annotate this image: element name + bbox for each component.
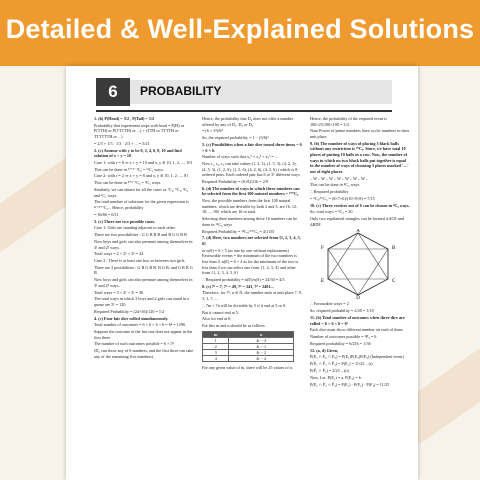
- solution-line: So, total ways = ⁶C₃ = 20: [310, 209, 353, 215]
- solution-line: This can be done in ⁸⁺²⁻¹C₂ = ⁹C₁ ways.: [94, 180, 162, 186]
- solution-line: P(E₁ ∩ F̄₂ ∩ F̄₃) = P(E₁) = 11/25 ...(i): [310, 361, 373, 367]
- solution-line: (D₄ can show any of 6 numbers, and the first three can take any of the remaining five numbers): [94, 348, 194, 359]
- solution-line: So, required probability = 2/20 = 1/10: [310, 308, 374, 314]
- solution-line: 12. (a, d) Given,: [310, 347, 339, 353]
- solution-line: Case 1: Girls are standing adjacent to each other.: [94, 225, 176, 231]
- solution-line: P(F̄₁ ∩ F̄₂) = 2/25 ...(ii): [310, 368, 350, 373]
- solution-line: Number of outcomes possible = ⁶P₃ = 6: [310, 334, 377, 340]
- solution-line: Total number of outcomes = 6 × 6 × 6 × 6 = 6⁴ = 1296: [94, 322, 186, 328]
- solution-line: Now boys and girls can also permute among themselves in 3! and 2! ways.: [94, 277, 193, 288]
- solution-line: Note Power of prime numbers have cyclic numbers in their unit place.: [310, 128, 410, 139]
- solution-line: = ⁸C₃/¹⁰C₃ = (8×7×6)/(10×9×8) = 7/15: [310, 195, 375, 201]
- solution-line: Now, Let, P(E₁) = a, P(E₂) = b: [310, 374, 361, 380]
- hexagon-diagram: [310, 229, 406, 299]
- vertex-label: C: [392, 279, 396, 285]
- solution-line: 1. (b) P(Head) = 3/2 , P(Tail) = 1/2: [94, 116, 155, 121]
- solution-line: 4. (c) Four fair dice rolled simultaneously.: [94, 315, 169, 321]
- solution-line: 3. (c) There are two possible cases.: [94, 218, 156, 224]
- solution-line: 10. (c) Three vertices out of 6 can be chosen in ⁶C₃ ways.: [310, 202, 410, 208]
- solution-line: Case 1: with r = 0 ⇒ x + y = 10 and x, y ∈ {0, 1, 2, ..., 10}: [94, 159, 193, 165]
- solutions-column-1: [94, 116, 194, 361]
- solution-line: Required Probability = ¹⁶C₃/¹⁰⁰C₃ = 4/1155: [202, 228, 275, 234]
- table-cell: 4r − 1: [229, 343, 294, 349]
- solution-line: = 36/66 = 6/11: [94, 211, 119, 217]
- solution-line: or n(S) = 6 × 5 (as one by one without replacement) Favourable events = the minimum of the two numbers is less than 4. n(E) = 6 × 4 as for the minimum of the two is less than 4 we can select one from {1, 2, 3, 4} and other from {1, 2, 3, 4, 5, 6}: [202, 247, 299, 276]
- solution-line: Therefore, for 7ⁿ, n ∈ N, the number ends at unit place 7, 9, 3, 1, 7, ...: [202, 290, 303, 302]
- solution-line: The total ways in which 3 boys and 2 girls can stand in a queue are 5! = 120: [94, 296, 190, 307]
- solution-line: So, the required probability = 1 − (5/6)³: [202, 135, 269, 141]
- solution-line: Required Probability = (6×8)/216 = 2/9: [202, 179, 269, 185]
- solution-line: The total number of solutions for the given expression is ¹¹⁺⁹⁺⁷C₁... Hence, probability: [94, 199, 189, 210]
- solution-line: For any given value of m, there will be 25 values of n.: [202, 364, 293, 370]
- solution-line: Selecting three numbers among these 16 numbers can be done in ¹⁶C₃ ways: [202, 216, 298, 227]
- solution-line: Also for end at 0:: [202, 316, 232, 322]
- solution-line: Now, the possible numbers from the first 100 natural numbers, which are divisible by both 2 and 3, are {6, 12, 18, ..., 96} which are 16 in total.: [202, 198, 298, 215]
- solution-line: ∴ 7m + 7n will be divisible by 5 if it end at 5 or 0.: [202, 302, 287, 308]
- solution-line: This can be done in ¹⁰⁺²⁻¹C₂ = ¹¹C₁ ways.: [94, 166, 164, 172]
- vertex-label: B: [392, 246, 396, 252]
- solution-line: 6. (d) The number of ways in which three numbers can be selected from the first 100 natural numbers = ¹⁰⁰C₃: [202, 185, 300, 197]
- table-cell: 4r − 3: [229, 337, 294, 343]
- table-cell: 2: [203, 343, 229, 349]
- solution-line: ∴ Required probability: [310, 189, 349, 195]
- solution-line: 8. (c) 7¹ = 7, 7² = 49, 7³ = 343, 7⁴ = 2401...: [202, 283, 274, 289]
- solution-line: Required Probability = (24+36)/120 = 1/2: [94, 308, 165, 314]
- m-n-table: [202, 331, 294, 362]
- banner-title: Detailed & Well-Explained Solutions: [5, 14, 475, 44]
- solution-line: P(E₁ ∩ F̄₂ ∩ F̄₃) = P(E₁) · P(F₂) · P(F₃) = 11/25: [310, 381, 390, 387]
- solution-line: 2. (c) Assume with y to be 0, 2, 4, 6, 8, 10 and find solution of x + y = 10: [94, 147, 182, 159]
- solution-line: There are 3 possibilities : G B G B B, B G B, and G B B G B: [94, 264, 193, 276]
- solution-line: Each dice must show different number on each of them: [310, 327, 403, 333]
- vertex-label: F: [321, 246, 324, 252]
- table-cell: 4r − 2: [229, 349, 294, 355]
- solution-line: Similarly, we can obtain for all the cases as ⁷C₁, ⁵C₁, ³C₁ and ¹C₁ ways.: [94, 187, 189, 198]
- solution-line: But it cannot end at 5.: [202, 309, 239, 315]
- solutions-column-2: [202, 116, 302, 372]
- solution-line: P(E₁ ∩ E₂ ∩ E₃) = P(E₁)P(E₂)P(E₃) (Independent event): [310, 354, 404, 360]
- table-header-m: m: [203, 331, 229, 337]
- solution-line: Now boys and girls can also permute among themselves in 3! and 2! ways.: [94, 238, 193, 250]
- solution-line: 11. (b) Total number of outcomes when three dice are rolled = 6 × 6 × 6 = 6³: [310, 314, 405, 326]
- vertex-label: E: [321, 279, 325, 285]
- solutions-column-3: [310, 116, 410, 388]
- solution-line: Only two equilateral triangles can be formed ∆ACE and ∆BDF: [310, 216, 404, 227]
- book-page: [66, 66, 418, 480]
- solution-line: Hence, the probability that D₄ does not offer a number offered by any of D₁, D₂ or D₃: [202, 116, 294, 127]
- solution-line: For this m and n should be as follows: [202, 323, 265, 329]
- table-header-n: n: [229, 331, 294, 337]
- table-cell: 3: [203, 349, 229, 355]
- solution-line: The number of such outcomes possible = 6 × 5³: [94, 341, 174, 347]
- solution-line: 7. (d) Here, two numbers are selected from {1, 2, 3, 4, 5, 6}: [202, 235, 301, 246]
- solution-line: Total ways = 2 × 2! × 3! = 24: [94, 251, 144, 257]
- chapter-number: 6: [96, 78, 130, 106]
- table-cell: 1: [203, 337, 229, 343]
- vertex-label: A: [356, 229, 360, 235]
- solution-line: ∴ Favourable ways = 2: [310, 301, 349, 307]
- solution-line: Suppose the outcome of the last one does not appear in the first three.: [94, 329, 193, 340]
- table-row: [203, 355, 294, 361]
- solution-line: Total ways = 3 × 2! × 3! = 36: [94, 289, 144, 295]
- solution-line: 5. (c) Possibilities when a fair dice tossed three times = 6 × 6 × 6.: [202, 141, 302, 153]
- solution-line: Case 2: with r = 2 ⇒ x + y = 8 and x, y ∈ {0, 1, 2, ..., 8}: [94, 173, 189, 179]
- table-cell: 4r − 4: [229, 355, 294, 361]
- chapter-title: PROBABILITY: [140, 84, 222, 98]
- banner: [0, 0, 480, 66]
- solution-line: Case 2 : There is at least one boy in between two girls.: [94, 258, 186, 264]
- solution-line: Hence, the probability of the required event is 100×25/100×100 = 1/4: [310, 116, 387, 127]
- solution-line: = 2/3 + 1/3 · 1/3 · 2/3 + ... = 5/21: [94, 140, 150, 146]
- solution-line: Probability that experiment stops with head = P(H) or P(TTH) or P(TTTTH) or ...) + (TTH or TTTTH or TTTTTTH or ...): [94, 122, 185, 139]
- solution-line: This can be done in ⁸C₃ ways.: [310, 182, 361, 188]
- table-cell: 4: [203, 355, 229, 361]
- solution-line: There are two possibilities : G G B B B and B G G B B: [94, 232, 187, 238]
- chapter-divider: [96, 110, 392, 112]
- vertex-label: D: [356, 296, 360, 300]
- solution-line: Now r₁, r₂, r₃ can take values (1, 2, 3), (1, 5, 3), (4, 2, 3), (4, 5, 3), (1, 2, 6), (1, 5, 6), (4, 2, 6), (4, 5, 6) ( which is 8 ordered pairs. Each ordered pair has 6 or 3! different ways: [202, 161, 300, 178]
- chapter-header: [96, 78, 392, 106]
- solution-line: ∴ Required probability = n(E)/n(S) = 24/30 = 4/5: [202, 276, 285, 282]
- solution-line: – W – W – W – W – W – W – W –: [310, 175, 369, 181]
- solution-line: 9. (b) The number of ways of placing 3 black balls without any restriction is ¹⁰C₃. Since, we have total 10 places of putting 10 balls in a row. Now, the number of ways in which no two black balls put together is equal to the number of ways of choosing 3 places marked '—' out of eight places.: [310, 140, 409, 174]
- solution-line: Required probability = 6/216 = 1/36: [310, 340, 371, 346]
- solution-line: = (6 × 5³)/6⁴: [202, 128, 223, 134]
- solution-line: Number of ways such that x₁² + x₂² + x₃² = ...: [202, 154, 278, 160]
